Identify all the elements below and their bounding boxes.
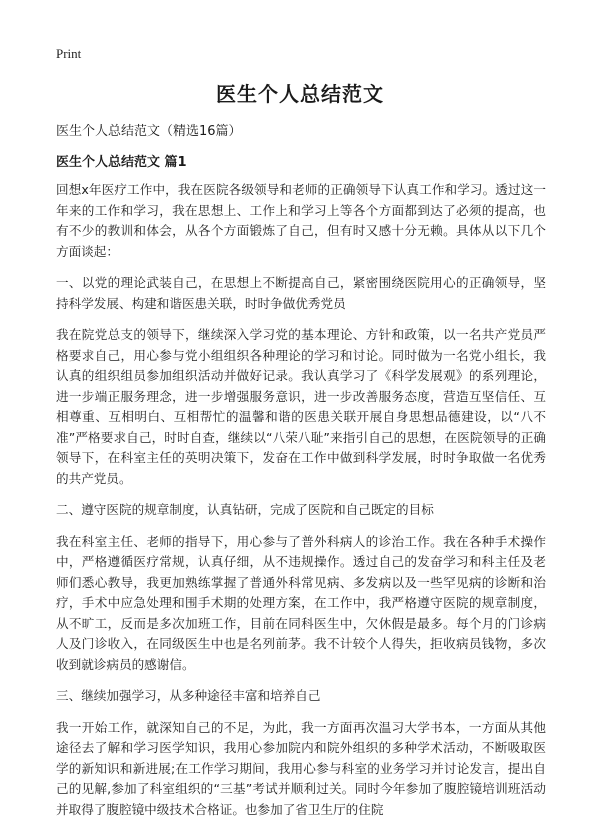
- subheading-paragraph: 一、以党的理论武装自己，在思想上不断提高自己，紧密围绕医院用心的正确领导，坚持科学发展、构建和谐医患关联，时时争做优秀党员: [56, 275, 546, 311]
- body-paragraph: 我在科室主任、老师的指导下，用心参与了普外科病人的诊治工作。我在各种手术操作中，严格遵循医疗常规，认真仔细，从不违规操作。透过自己的发奋学习和科主任及老师们悉心教导，我更加熟练掌握了普通外科常见病、多发病以及一些罕见病的诊断和治疗，手术中应急处理和围手术期的处理方案，在工作中，我严格遵守医院的规章制度，从不旷工，反而是多次加班工作，目前在同科医生中，欠休假是最多。每个月的门诊病人及门诊收入，在同级医生中也是名列前茅。我不计较个人得失，拒收病员钱物，多次收到就诊病员的感谢信。: [56, 533, 546, 672]
- document-subtitle: 医生个人总结范文（精选16篇）: [56, 124, 242, 139]
- section-heading: 医生个人总结范文 篇1: [56, 155, 187, 170]
- body-paragraph: 我一开始工作，就深知自己的不足，为此，我一方面再次温习大学书本，一方面从其他途径去了解和学习医学知识，我用心参加院内和院外组织的多种学术活动，不断吸取医学的新知识和新进展;在工作学习期间，我用心参与科室的业务学习并讨论发言，提出自己的见解,参加了科室组织的“三基”考试并顺利过关。同时今年参加了腹腔镜培训班活动并取得了腹腔镜中级技术合格证。也参加了省卫生厅的住院: [56, 719, 546, 817]
- subheading-paragraph: 二、遵守医院的规章制度，认真钻研，完成了医院和自己既定的目标: [56, 502, 434, 517]
- subheading-paragraph: 三、继续加强学习，从多种途径丰富和培养自己: [56, 688, 321, 703]
- print-link[interactable]: Print: [56, 46, 82, 61]
- body-paragraph: 回想x年医疗工作中，我在医院各级领导和老师的正确领导下认真工作和学习。透过这一年来的工作和学习，我在思想上、工作上和学习上等各个方面都到达了必须的提高，也有不少的教训和体会，从各个方面锻炼了自己，但有时又感十分无赖。具体从以下几个方面谈起：: [56, 182, 546, 259]
- page-title: 医生个人总结范文: [216, 82, 384, 106]
- body-paragraph: 我在院党总支的领导下，继续深入学习党的基本理论、方针和政策，以一名共产党员严格要求自己，用心参与党小组组织各种理论的学习和讨论。同时做为一名党小组长，我认真的组织组员参加组织活动并做好记录。我认真学习了《科学发展观》的系列理论，进一步端正服务理念，进一步增强服务意识，进一步改善服务态度，营造互坚信任、互相尊重、互相明白、互相帮忙的温馨和谐的医患关联开展自身思想品德建设，以“八不准”严格要求自己，时时自查，继续以“八荣八耻”来指引自己的思想，在医院领导的正确领导下，在科室主任的英明决策下，发奋在工作中做到科学发展，时时争取做一名优秀的共产党员。: [56, 327, 546, 486]
- document-body: [56, 180, 546, 831]
